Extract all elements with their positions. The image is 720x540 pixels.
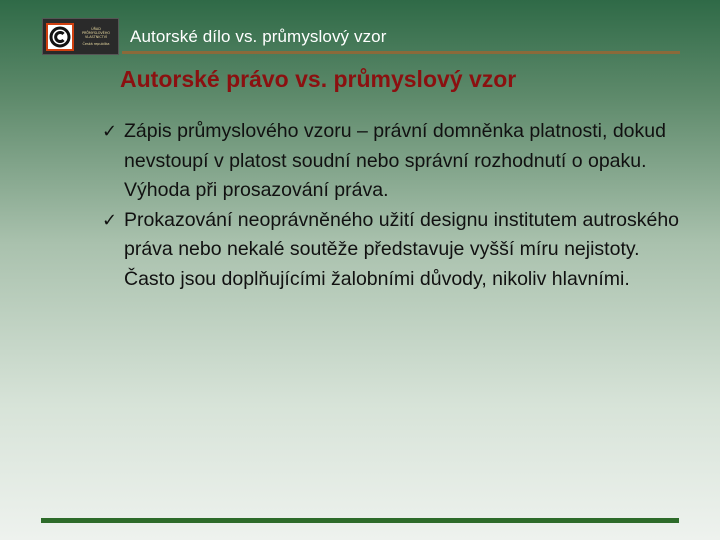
header-divider [122, 51, 680, 54]
footer-divider [41, 518, 679, 523]
bullet-text: Zápis průmyslového vzoru – právní domněnka platnosti, dokud nevstoupí v platost soudní nebo správní rozhodnutí o opaku. Výhoda při prosazování práva. [124, 120, 666, 201]
header-title: Autorské dílo vs. průmyslový vzor [130, 27, 387, 46]
bullet-item [102, 206, 692, 295]
checkmark-icon: ✓ [102, 121, 118, 142]
bullet-text: Prokazování neoprávněného užití designu institutem autroského práva nebo nekalé soutěže představuje vyšší míru nejistoty. Často jsou doplňujícími žalobními důvody, nikoliv hlavními. [124, 208, 680, 290]
slide-title: Autorské právo vs. průmyslový vzor [120, 66, 517, 92]
logo-subtext: Česká republika [82, 42, 110, 47]
bullet-list [102, 117, 692, 294]
copyright-emblem-icon [46, 23, 74, 51]
logo-line: VLASTNICTVÍ [84, 35, 108, 39]
logo-line: PRŮMYSLOVÉHO [81, 30, 111, 35]
logo [42, 18, 119, 55]
checkmark-icon: ✓ [102, 209, 118, 231]
logo-text [74, 27, 118, 47]
bullet-item [102, 117, 692, 206]
logo-line: ÚŘAD [91, 26, 101, 31]
